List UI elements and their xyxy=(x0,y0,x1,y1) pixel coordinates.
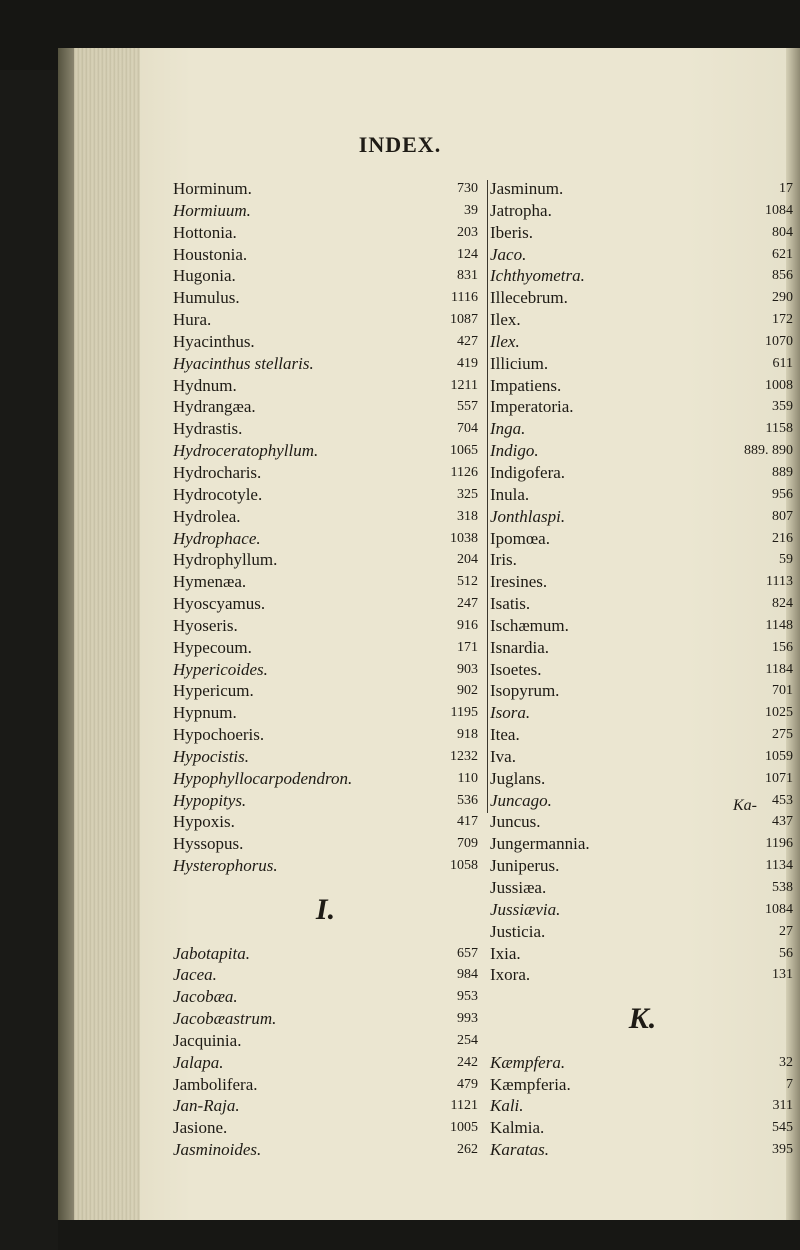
entry-page-number: 657 xyxy=(457,945,478,961)
entry-page-number: 39 xyxy=(464,202,478,218)
entry-page-number: 984 xyxy=(457,967,478,983)
section-letter-label: I. xyxy=(315,892,336,926)
entry-page-number: 804 xyxy=(772,224,793,240)
index-entry xyxy=(173,244,478,266)
entry-name: Juglans. xyxy=(490,768,546,788)
entry-name: Karatas. xyxy=(490,1140,550,1160)
entry-name: Jasione. xyxy=(173,1118,228,1138)
entry-name: Hypericoides. xyxy=(173,659,268,679)
index-entry xyxy=(490,244,795,266)
entry-name: Ichthyometra. xyxy=(490,266,585,286)
entry-page-number: 621 xyxy=(772,246,793,262)
column-divider xyxy=(487,180,488,813)
entry-name: Iberis. xyxy=(490,222,533,242)
entry-name: Jussiæa. xyxy=(490,878,547,897)
index-entry xyxy=(490,593,795,615)
index-entry xyxy=(173,724,478,746)
index-column-left xyxy=(173,178,478,1161)
entry-name: Inula. xyxy=(490,484,530,504)
entry-name: Isopyrum. xyxy=(490,681,560,701)
entry-page-number: 325 xyxy=(457,486,478,502)
index-entry xyxy=(173,1052,478,1074)
entry-page-number: 1071 xyxy=(765,770,793,786)
entry-name: Iris. xyxy=(490,550,517,570)
entry-page-number: 479 xyxy=(457,1076,478,1092)
index-entry xyxy=(490,702,795,724)
index-entry xyxy=(490,768,795,790)
entry-page-number: 1158 xyxy=(765,421,793,437)
entry-name: Itea. xyxy=(490,725,520,745)
entry-page-number: 1126 xyxy=(450,464,478,480)
entry-page-number: 1116 xyxy=(451,290,478,306)
entry-name: Hydrastis. xyxy=(173,419,243,439)
entry-page-number xyxy=(793,986,795,1008)
entry-page-number: 59 xyxy=(779,552,793,568)
entry-page-number: 730 xyxy=(457,181,478,196)
entry-page-number: 1059 xyxy=(765,748,793,764)
entry-name: Hysterophorus. xyxy=(173,856,278,876)
index-entry xyxy=(490,1074,795,1096)
entry-page-number: 131 xyxy=(772,967,793,983)
index-entry xyxy=(173,571,478,593)
entry-name: Juniperus. xyxy=(490,856,560,876)
index-entry xyxy=(173,1139,478,1161)
entry-page-number: 395 xyxy=(772,1142,793,1158)
entry-name: Hymenæa. xyxy=(173,572,247,592)
entry-page-number: 701 xyxy=(772,683,793,699)
index-entry xyxy=(173,178,478,200)
entry-name: Jan-Raja. xyxy=(173,1096,240,1116)
entry-page-number: 453 xyxy=(772,792,793,808)
index-entry xyxy=(490,178,795,200)
entry-page-number: 27 xyxy=(779,923,793,939)
index-entry xyxy=(173,331,478,353)
entry-page-number: 242 xyxy=(457,1054,478,1070)
bottom-background xyxy=(58,1220,800,1250)
section-letter xyxy=(173,892,478,926)
entry-name: Ixia. xyxy=(490,943,521,963)
entry-name: Iva. xyxy=(490,746,516,766)
index-entry xyxy=(490,899,795,921)
index-entry xyxy=(173,680,478,702)
index-entry xyxy=(173,418,478,440)
entry-page-number: 17 xyxy=(779,181,793,196)
index-entry xyxy=(490,396,795,418)
index-entry xyxy=(173,659,478,681)
index-entry xyxy=(490,309,795,331)
entry-page-number: 1065 xyxy=(450,443,478,459)
entry-page-number: 1121 xyxy=(450,1098,478,1114)
entry-name: Hypochoeris. xyxy=(173,725,265,745)
entry-page-number: 889 xyxy=(772,464,793,480)
entry-page-number: 203 xyxy=(457,224,478,240)
entry-name: Hyacinthus stellaris. xyxy=(173,353,314,373)
index-entry xyxy=(173,1117,478,1139)
entry-name: Isoetes. xyxy=(490,659,542,679)
entry-name: Hypericum. xyxy=(173,681,254,701)
index-column-right xyxy=(490,178,795,1161)
entry-name: Kalmia. xyxy=(490,1118,545,1138)
entry-page-number: 557 xyxy=(457,399,478,415)
entry-name: Ilex. xyxy=(490,310,521,330)
entry-name: Jacobæastrum. xyxy=(173,1009,277,1029)
entry-name: Hydrangæa. xyxy=(173,397,256,417)
index-entry xyxy=(173,811,478,833)
index-entry xyxy=(173,440,478,462)
entry-page-number xyxy=(793,1030,795,1052)
index-entry xyxy=(490,484,795,506)
entry-page-number: 1113 xyxy=(766,574,793,590)
index-entry xyxy=(173,1030,478,1052)
entry-page-number: 512 xyxy=(457,574,478,590)
index-entry xyxy=(490,1095,795,1117)
entry-name: Jacobæa. xyxy=(173,987,238,1007)
entry-page-number: 993 xyxy=(457,1011,478,1027)
index-entry xyxy=(490,353,795,375)
entry-page-number: 1195 xyxy=(450,705,478,721)
index-entry xyxy=(173,506,478,528)
entry-name: Hypophyllocarpodendron. xyxy=(173,768,353,788)
entry-name: Hyssopus. xyxy=(173,834,244,854)
index-entry xyxy=(173,943,478,965)
entry-page-number: 536 xyxy=(457,792,478,808)
index-entry xyxy=(173,637,478,659)
index-entry xyxy=(490,375,795,397)
entry-page-number: 1211 xyxy=(450,377,478,393)
entry-name: Hypoxis. xyxy=(173,812,235,832)
index-entry xyxy=(490,746,795,768)
entry-name: Hydrophyllum. xyxy=(173,550,278,570)
page-title: INDEX. xyxy=(358,132,442,157)
entry-page-number: 1084 xyxy=(765,202,793,218)
entry-page-number: 953 xyxy=(457,989,478,1005)
entry-page-number: 437 xyxy=(772,814,793,830)
entry-name: Ischæmum. xyxy=(490,615,569,635)
index-entry xyxy=(490,528,795,550)
entry-page-number: 311 xyxy=(772,1098,793,1114)
entry-name: Ilex. xyxy=(490,331,520,351)
entry-page-number: 856 xyxy=(772,268,793,284)
entry-page-number: 1084 xyxy=(765,901,793,917)
entry-name: Jasminum. xyxy=(490,179,564,198)
index-entry xyxy=(173,855,478,877)
entry-page-number: 56 xyxy=(779,945,793,961)
entry-name: Hydrolea. xyxy=(173,506,241,526)
entry-name: Jatropha. xyxy=(490,200,552,220)
index-entry xyxy=(173,1074,478,1096)
entry-name: Jacquinia. xyxy=(173,1030,242,1050)
entry-page-number: 247 xyxy=(457,596,478,612)
index-entry xyxy=(173,964,478,986)
entry-name: Inga. xyxy=(490,419,526,439)
entry-page-number: 831 xyxy=(457,268,478,284)
index-entry xyxy=(490,1139,795,1161)
entry-name: Hyoscyamus. xyxy=(173,594,266,614)
entry-name: Hyacinthus. xyxy=(173,331,255,351)
entry-name: Hypopitys. xyxy=(173,790,247,810)
entry-page-number: 807 xyxy=(772,508,793,524)
entry-name: Imperatoria. xyxy=(490,397,574,417)
entry-name: Hydnum. xyxy=(173,375,237,395)
entry-page-number: 956 xyxy=(772,486,793,502)
entry-page-number: 171 xyxy=(457,639,478,655)
entry-name: Hypocistis. xyxy=(173,746,250,766)
entry-page-number: 709 xyxy=(457,836,478,852)
index-entry xyxy=(173,615,478,637)
index-entry xyxy=(490,549,795,571)
index-entry xyxy=(173,222,478,244)
index-entry xyxy=(173,1008,478,1030)
index-entry xyxy=(173,528,478,550)
entry-page-number: 419 xyxy=(457,355,478,371)
index-entry xyxy=(490,877,795,899)
index-entry xyxy=(173,593,478,615)
entry-name: Horminum. xyxy=(173,179,252,198)
entry-page-number: 545 xyxy=(772,1120,793,1136)
section-letter-label: K. xyxy=(628,1002,657,1036)
index-entry xyxy=(490,637,795,659)
entry-name: Jasminoides. xyxy=(173,1140,262,1160)
entry-name: Hypecoum. xyxy=(173,637,252,657)
index-entry xyxy=(173,549,478,571)
index-entry xyxy=(173,746,478,768)
entry-page-number: 704 xyxy=(457,421,478,437)
entry-page-number: 1196 xyxy=(765,836,793,852)
entry-name: Kali. xyxy=(490,1096,524,1116)
entry-name: Justicia. xyxy=(490,921,546,941)
entry-name: Illicium. xyxy=(490,353,549,373)
entry-name: Hydrocharis. xyxy=(173,462,262,482)
section-letter xyxy=(490,1002,795,1036)
entry-name: Iresines. xyxy=(490,572,548,592)
entry-name: Jalapa. xyxy=(173,1052,224,1072)
index-entry xyxy=(173,702,478,724)
entry-page-number: 1070 xyxy=(765,333,793,349)
entry-page-number: 172 xyxy=(772,312,793,328)
entry-page-number: 318 xyxy=(457,508,478,524)
entry-name: Jussiævia. xyxy=(490,899,561,919)
entry-name: Juncus. xyxy=(490,812,541,832)
index-entry xyxy=(173,309,478,331)
entry-name: Hormiuum. xyxy=(173,200,251,220)
index-entry xyxy=(173,986,478,1008)
index-entry xyxy=(490,331,795,353)
entry-page-number: 124 xyxy=(457,246,478,262)
entry-page-number: 916 xyxy=(457,617,478,633)
entry-name: Jaco. xyxy=(490,244,527,264)
index-entry xyxy=(490,287,795,309)
entry-name: Indigo. xyxy=(490,441,539,461)
index-entry xyxy=(173,768,478,790)
entry-name: Isnardia. xyxy=(490,637,550,657)
entry-name: Hura. xyxy=(173,310,212,330)
entry-name: Hugonia. xyxy=(173,266,236,286)
entry-page-number: 1134 xyxy=(765,858,793,874)
entry-page-number: 902 xyxy=(457,683,478,699)
entry-page-number: 204 xyxy=(457,552,478,568)
entry-name: Kæmpferia. xyxy=(490,1074,571,1094)
index-entry xyxy=(173,484,478,506)
entry-page-number: 1005 xyxy=(450,1120,478,1136)
entry-page-number: 1025 xyxy=(765,705,793,721)
entry-page-number: 824 xyxy=(772,596,793,612)
index-entry xyxy=(173,462,478,484)
index-entry xyxy=(173,353,478,375)
index-entry xyxy=(490,222,795,244)
entry-page-number: 110 xyxy=(457,770,478,786)
index-entry xyxy=(173,200,478,222)
entry-page-number: 262 xyxy=(457,1142,478,1158)
entry-name: Jambolifera. xyxy=(173,1074,258,1094)
index-entry xyxy=(490,462,795,484)
index-entry xyxy=(490,418,795,440)
index-entry xyxy=(490,506,795,528)
entry-name: Ipomœa. xyxy=(490,528,550,548)
entry-name: Hypnum. xyxy=(173,703,237,723)
entry-name: Hydrophace. xyxy=(173,528,261,548)
entry-page-number: 1184 xyxy=(765,661,793,677)
entry-name: Impatiens. xyxy=(490,375,562,395)
entry-name: Kæmpfera. xyxy=(490,1052,566,1072)
index-entry xyxy=(490,1052,795,1074)
entry-page-number: 427 xyxy=(457,333,478,349)
index-entry xyxy=(490,921,795,943)
entry-page-number: 1087 xyxy=(450,312,478,328)
entry-name: Hyoseris. xyxy=(173,615,238,635)
index-entry xyxy=(173,375,478,397)
index-entry xyxy=(490,964,795,986)
entry-page-number: 275 xyxy=(772,727,793,743)
entry-name: Hottonia. xyxy=(173,222,237,242)
index-entry xyxy=(173,396,478,418)
entry-page-number: 1038 xyxy=(450,530,478,546)
entry-page-number: 417 xyxy=(457,814,478,830)
index-entry xyxy=(490,724,795,746)
entry-name: Jungermannia. xyxy=(490,834,590,854)
index-entry xyxy=(490,943,795,965)
entry-page-number: 611 xyxy=(772,355,793,371)
index-entry xyxy=(490,440,795,462)
entry-page-number: 538 xyxy=(772,880,793,895)
index-entry xyxy=(173,287,478,309)
entry-page-number: 359 xyxy=(772,399,793,415)
index-entry xyxy=(490,615,795,637)
entry-page-number: 889. 890 xyxy=(744,443,793,459)
entry-page-number: 156 xyxy=(772,639,793,655)
index-entry xyxy=(173,1095,478,1117)
index-entry xyxy=(173,790,478,812)
index-entry xyxy=(490,1117,795,1139)
entry-name: Jabotapita. xyxy=(173,943,250,963)
entry-name: Juncago. xyxy=(490,790,552,810)
entry-page-number: 918 xyxy=(457,727,478,743)
index-entry xyxy=(490,680,795,702)
entry-name: Isatis. xyxy=(490,594,531,614)
index-entry xyxy=(490,200,795,222)
index-entry xyxy=(490,855,795,877)
index-entry xyxy=(490,659,795,681)
entry-name: Jonthlaspi. xyxy=(490,506,566,526)
entry-page-number: 7 xyxy=(786,1076,793,1092)
index-entry xyxy=(173,833,478,855)
catchword: Ka- xyxy=(733,797,757,814)
entry-page-number: 1008 xyxy=(765,377,793,393)
index-entry xyxy=(490,265,795,287)
entry-page-number: 1232 xyxy=(450,748,478,764)
index-entry xyxy=(490,571,795,593)
index-entry xyxy=(490,833,795,855)
entry-name: Humulus. xyxy=(173,288,240,308)
entry-page-number: 1058 xyxy=(450,858,478,874)
entry-page-number: 216 xyxy=(772,530,793,546)
entry-page-number: 290 xyxy=(772,290,793,306)
entry-name: Illecebrum. xyxy=(490,288,568,308)
entry-page-number: 1148 xyxy=(765,617,793,633)
entry-name: Jacea. xyxy=(173,965,217,985)
entry-name: Hydrocotyle. xyxy=(173,484,263,504)
entry-page-number: 32 xyxy=(779,1054,793,1070)
entry-name: Hydroceratophyllum. xyxy=(173,441,319,461)
spine-shadow xyxy=(58,48,74,1220)
entry-name: Ixora. xyxy=(490,965,531,985)
entry-name: Houstonia. xyxy=(173,244,248,264)
entry-name: Isora. xyxy=(490,703,531,723)
entry-page-number: 903 xyxy=(457,661,478,677)
index-entry xyxy=(173,265,478,287)
entry-name: Indigofera. xyxy=(490,462,566,482)
entry-page-number: 254 xyxy=(457,1032,478,1048)
